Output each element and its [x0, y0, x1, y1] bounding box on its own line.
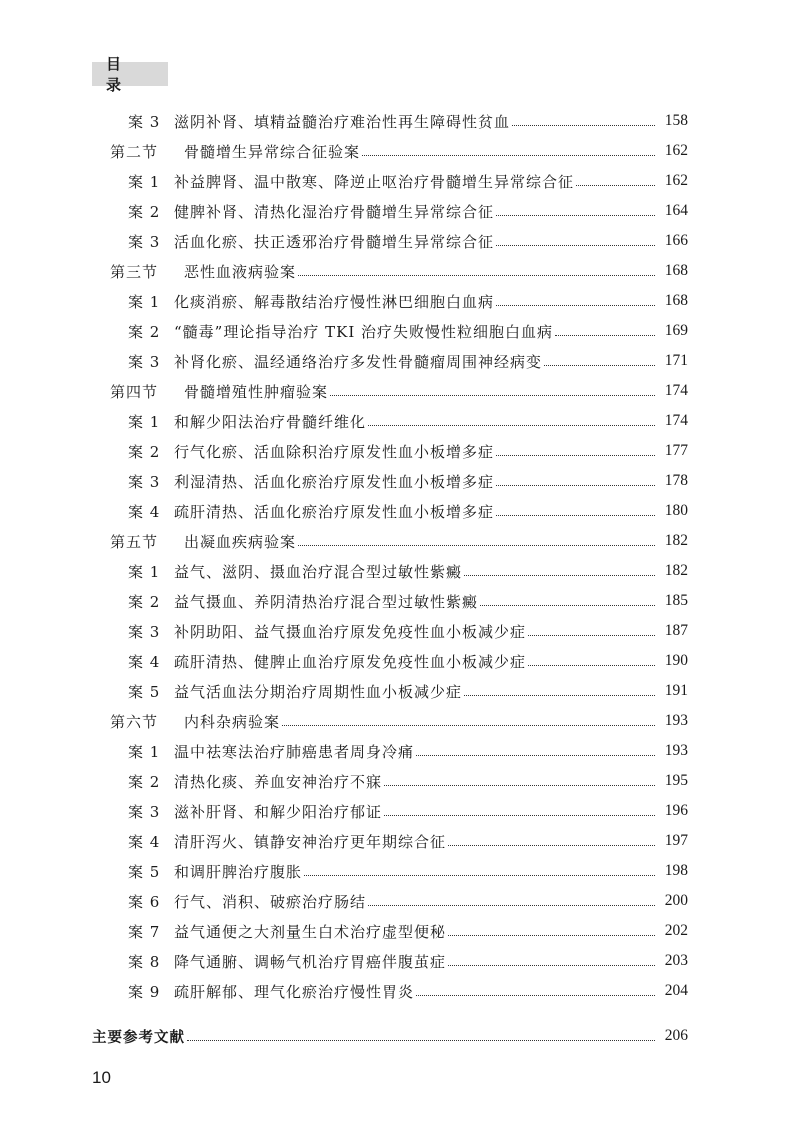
- dot-leader: [368, 905, 655, 906]
- entry-number: 案 4: [128, 502, 161, 521]
- entry-page-number: 187: [664, 622, 688, 639]
- toc-entry: [128, 766, 688, 796]
- dot-leader: [555, 335, 655, 336]
- entry-page-number: 180: [664, 502, 688, 519]
- toc-entry: [128, 796, 688, 826]
- dot-leader: [448, 965, 655, 966]
- entry-title: 清肝泻火、镇静安神治疗更年期综合征: [174, 832, 447, 851]
- entry-number: 案 1: [128, 292, 161, 311]
- entry-number: 案 3: [128, 112, 161, 131]
- entry-number: 案 2: [128, 592, 161, 611]
- dot-leader: [496, 455, 655, 456]
- entry-number: 案 2: [128, 772, 161, 791]
- toc-entry: [128, 406, 688, 436]
- dot-leader: [298, 275, 655, 276]
- entry-number: 案 1: [128, 412, 161, 431]
- entry-number: 案 4: [128, 832, 161, 851]
- toc-entry: [128, 826, 688, 856]
- dot-leader: [448, 845, 655, 846]
- toc-entry: [128, 916, 688, 946]
- page-number: 10: [92, 1068, 111, 1087]
- entry-page-number: 195: [664, 772, 688, 789]
- toc-entry: [128, 166, 688, 196]
- entry-number: 案 3: [128, 622, 161, 641]
- dot-leader: [362, 155, 655, 156]
- toc-entry: [110, 256, 688, 286]
- entry-page-number: 162: [664, 172, 688, 189]
- toc-entry: [128, 976, 688, 1006]
- dot-leader: [384, 785, 655, 786]
- dot-leader: [528, 665, 655, 666]
- entry-number: 案 9: [128, 982, 161, 1001]
- toc-entry: [92, 1021, 688, 1051]
- entry-title: 补肾化瘀、温经通络治疗多发性骨髓瘤周围神经病变: [174, 352, 543, 371]
- toc-entry: [128, 646, 688, 676]
- dot-leader: [304, 875, 655, 876]
- toc-entry: [110, 376, 688, 406]
- entry-number: 案 8: [128, 952, 161, 971]
- toc-entry: [128, 856, 688, 886]
- entry-title: 恶性血液病验案: [184, 262, 297, 281]
- entry-title: 骨髓增生异常综合征验案: [184, 142, 361, 161]
- toc-entry: [128, 316, 688, 346]
- entry-number: 案 2: [128, 322, 161, 341]
- toc-entry: [128, 616, 688, 646]
- entry-page-number: 158: [664, 112, 688, 129]
- entry-title: 活血化瘀、扶正透邪治疗骨髓增生异常综合征: [174, 232, 495, 251]
- entry-number: 第三节: [110, 262, 159, 281]
- dot-leader: [496, 215, 655, 216]
- dot-leader: [544, 365, 655, 366]
- entry-number: 案 3: [128, 472, 161, 491]
- toc-entry: [128, 556, 688, 586]
- entry-page-number: 193: [664, 712, 688, 729]
- entry-page-number: 171: [664, 352, 688, 369]
- entry-page-number: 182: [664, 532, 688, 549]
- entry-title: 利湿清热、活血化瘀治疗原发性血小板增多症: [174, 472, 495, 491]
- dot-leader: [384, 815, 655, 816]
- toc-entry: [128, 676, 688, 706]
- entry-number: 案 3: [128, 802, 161, 821]
- entry-title: 温中祛寒法治疗肺癌患者周身冷痛: [174, 742, 415, 761]
- toc-entry: [128, 196, 688, 226]
- dot-leader: [298, 545, 655, 546]
- entry-page-number: 206: [664, 1027, 688, 1044]
- entry-title: 滋阴补肾、填精益髓治疗难治性再生障碍性贫血: [174, 112, 511, 131]
- entry-title: 益气活血法分期治疗周期性血小板减少症: [174, 682, 463, 701]
- dot-leader: [528, 635, 655, 636]
- entry-title: 滋补肝肾、和解少阳治疗郁证: [174, 802, 383, 821]
- entry-number: 第四节: [110, 382, 159, 401]
- entry-page-number: 168: [664, 262, 688, 279]
- entry-number: 案 1: [128, 562, 161, 581]
- entry-number: 案 7: [128, 922, 161, 941]
- dot-leader: [496, 305, 655, 306]
- entry-page-number: 166: [664, 232, 688, 249]
- dot-leader: [464, 695, 655, 696]
- toc-entry: [110, 136, 688, 166]
- entry-title: 内科杂病验案: [184, 712, 281, 731]
- entry-number: 案 2: [128, 202, 161, 221]
- dot-leader: [368, 425, 655, 426]
- toc-entry: [128, 496, 688, 526]
- entry-title: 和调肝脾治疗腹胀: [174, 862, 303, 881]
- toc-entry: [128, 736, 688, 766]
- entry-page-number: 182: [664, 562, 688, 579]
- dot-leader: [448, 935, 655, 936]
- entry-title: 和解少阳法治疗骨髓纤维化: [174, 412, 367, 431]
- dot-leader: [480, 605, 655, 606]
- toc-entry: [128, 946, 688, 976]
- entry-title: 清热化痰、养血安神治疗不寐: [174, 772, 383, 791]
- entry-page-number: 178: [664, 472, 688, 489]
- entry-title: 补阴助阳、益气摄血治疗原发免疫性血小板减少症: [174, 622, 527, 641]
- dot-leader: [416, 755, 655, 756]
- entry-title: 出凝血疾病验案: [184, 532, 297, 551]
- entry-number: 案 3: [128, 352, 161, 371]
- dot-leader: [496, 245, 655, 246]
- entry-title: 益气摄血、养阴清热治疗混合型过敏性紫癜: [174, 592, 479, 611]
- entry-number: 案 5: [128, 862, 161, 881]
- entry-page-number: 203: [664, 952, 688, 969]
- dot-leader: [496, 485, 655, 486]
- entry-page-number: 200: [664, 892, 688, 909]
- entry-number: 案 6: [128, 892, 161, 911]
- entry-page-number: 191: [664, 682, 688, 699]
- entry-title: 化痰消瘀、解毒散结治疗慢性淋巴细胞白血病: [174, 292, 495, 311]
- toc-entry: [110, 526, 688, 556]
- entry-title: 降气通腑、调畅气机治疗胃癌伴腹茧症: [174, 952, 447, 971]
- dot-leader: [282, 725, 655, 726]
- entry-number: 第二节: [110, 142, 159, 161]
- entry-page-number: 204: [664, 982, 688, 999]
- dot-leader: [187, 1040, 655, 1041]
- entry-title: 行气、消积、破瘀治疗肠结: [174, 892, 367, 911]
- entry-title: 补益脾肾、温中散寒、降逆止呕治疗骨髓增生异常综合征: [174, 172, 575, 191]
- entry-page-number: 197: [664, 832, 688, 849]
- entry-page-number: 196: [664, 802, 688, 819]
- toc-header-tab: 目 录: [92, 62, 168, 86]
- entry-title: 益气、滋阴、摄血治疗混合型过敏性紫癜: [174, 562, 463, 581]
- toc-entry: [128, 286, 688, 316]
- entry-page-number: 193: [664, 742, 688, 759]
- entry-title: 疏肝解郁、理气化瘀治疗慢性胃炎: [174, 982, 415, 1001]
- toc-entry: [128, 226, 688, 256]
- entry-page-number: 168: [664, 292, 688, 309]
- dot-leader: [576, 185, 655, 186]
- dot-leader: [416, 995, 655, 996]
- toc-entry: [110, 706, 688, 736]
- entry-number: 案 1: [128, 742, 161, 761]
- entry-title: 疏肝清热、健脾止血治疗原发免疫性血小板减少症: [174, 652, 527, 671]
- entry-page-number: 202: [664, 922, 688, 939]
- entry-title: 健脾补肾、清热化湿治疗骨髓增生异常综合征: [174, 202, 495, 221]
- entry-page-number: 174: [664, 412, 688, 429]
- dot-leader: [496, 515, 655, 516]
- toc-entry: [128, 436, 688, 466]
- entry-title: 益气通便之大剂量生白术治疗虚型便秘: [174, 922, 447, 941]
- entry-page-number: 190: [664, 652, 688, 669]
- entry-title: 主要参考文献: [92, 1029, 185, 1046]
- entry-page-number: 164: [664, 202, 688, 219]
- entry-title: 疏肝清热、活血化瘀治疗原发性血小板增多症: [174, 502, 495, 521]
- entry-number: 案 4: [128, 652, 161, 671]
- entry-page-number: 162: [664, 142, 688, 159]
- toc-entry: [128, 466, 688, 496]
- entry-page-number: 198: [664, 862, 688, 879]
- entry-number: 第六节: [110, 712, 159, 731]
- entry-number: 案 5: [128, 682, 161, 701]
- entry-number: 第五节: [110, 532, 159, 551]
- dot-leader: [330, 395, 655, 396]
- entry-page-number: 169: [664, 322, 688, 339]
- entry-page-number: 174: [664, 382, 688, 399]
- entry-page-number: 185: [664, 592, 688, 609]
- entry-title: “髓毒”理论指导治疗 TKI 治疗失败慢性粒细胞白血病: [174, 322, 554, 341]
- entry-page-number: 177: [664, 442, 688, 459]
- entry-title: 骨髓增殖性肿瘤验案: [184, 382, 329, 401]
- toc-entry: [128, 586, 688, 616]
- entry-number: 案 1: [128, 172, 161, 191]
- dot-leader: [464, 575, 655, 576]
- toc-entry: [128, 346, 688, 376]
- toc-entry: [128, 106, 688, 136]
- entry-number: 案 2: [128, 442, 161, 461]
- entry-number: 案 3: [128, 232, 161, 251]
- dot-leader: [512, 125, 655, 126]
- toc-entry: [128, 886, 688, 916]
- entry-title: 行气化瘀、活血除积治疗原发性血小板增多症: [174, 442, 495, 461]
